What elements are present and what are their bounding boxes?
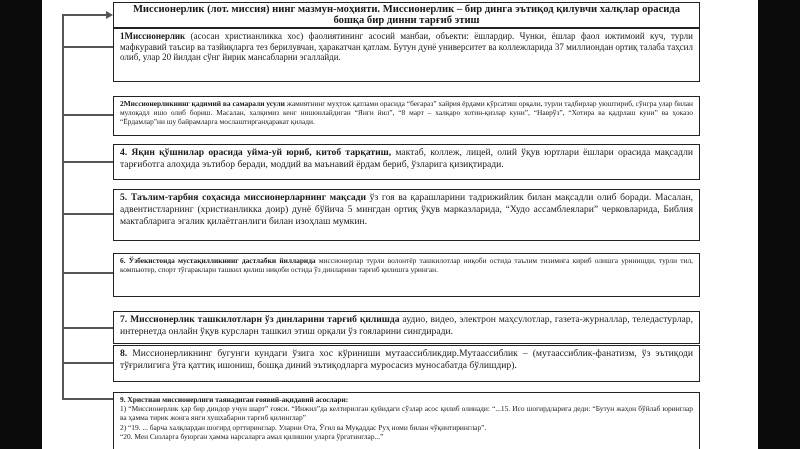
box-4-door-to-door [113,144,700,180]
box-6-lead: 6. Ўзбекистонда мустақилликнинг дастлабки йилларида [120,256,316,265]
box-6-text: миссионерлар турли волонтёр ташкилотлар ниқоби остида таълим тизимига кириб олишга уринишди, турли тил, компьютер, спорт тўгаракларн ташкил қилиш ниқоби остида ўз динларини тарғиб қилишга уринган. [120,256,693,275]
box-5-education [113,189,700,241]
box-8-text: Миссионерликнинг бугунги кундаги ўзига хос кўриниши мутаассибликдир.Мутаассиблик – (мутаассиблик-фанатизм, ўз эътиқоди тўғрилигига ўта қаттиқ ишониш, бошқа диний эътиқодларга муросасиз муносабатда бўлишдир). [120,348,693,371]
box-2-charity-method [113,96,700,136]
box-9-line-3: “20. Мен Сизларга буюрган ҳамма нарсаларга амал қилишни уларга ўргатинглар...” [120,431,384,441]
box-9-line-2: 2) “19. ... барча халқлардан шогирд орттиринглар. Уларни Ота, Ўғил ва Муқаддас Руҳ номи билан чўқинтиринглар”. [120,422,487,432]
box-1-youth-focus [113,28,700,82]
connector-branch-5 [62,213,113,215]
connector-branch-7 [62,327,113,329]
box-5-lead: 5. Таълим-тарбия соҳасида миссионерларнинг мақсади [120,192,367,203]
connector-branch-8 [62,362,113,364]
connector-branch-4 [62,161,113,163]
box-7-media [113,311,700,344]
box-8-fanaticism [113,345,700,382]
box-2-lead: 2Миссионерликнинг қадимий ва самарали усули [120,99,285,108]
box-2-text: жамиятнинг муҳтож қатлами орасида “беғараз” хайрия ёрдами кўрсатиш орқали, турли тадбирлар уюштириб, сўнгра улар билан мулоқадл ишо олиб бориш. Масалан, халқимиз кенг нишонлайдиган “Янги йил”, “8 март – халқаро хотин-қизлар куни”, “Наврўз”, “Хотира ва қадрлаш куни” ва ҳоказо “Ёрдамлар”ни шу байрамларга мослаштирганҳаракат қилади. [120,99,693,127]
diagram-title: Миссионерлик (лот. миссия) нинг мазмун-моҳияти. Миссионерлик – бир динга эътиқод қилувчи халқлар орасида бошқа бир динни тарғиб этиш [113,2,700,28]
box-1-lead: 1Миссионерлик [120,31,186,41]
box-9-lead: 9. Христиан миссионерлиги таянадиган ғоявий-ақидавий асослари: [120,395,349,404]
connector-branch-9 [62,398,113,400]
box-9-doctrinal-basis [113,392,700,449]
connector-branch-title [62,14,106,16]
connector-branch-1 [62,46,113,48]
box-5-text: ўз гоя ва қарашларини тадрижийлик билан мақсадли олиб боради. Масалан, адвентистларнинг (христианликка доир) дунё бўйича 5 мингдан ортиқ ўқув марказларида, “Худо ассамблеялари” черковларида, Библия мактабларига эгалик қилаётганлиги билан изоҳлаш мумкин. [120,192,693,227]
connector-branch-2 [62,114,113,116]
connector-branch-6 [62,272,113,274]
left-black-margin [0,0,42,449]
arrow-head [106,11,113,19]
box-9-line-1: 1) “Миссионерлик ҳар бир диндор учун шарт” ғояси. “Инжил”да келтирилган қуйидаги сўзлар асос қилиб олинади: “...15. Исо шогирдларига деди: “Бутун жаҳон бўйлаб юринглар ва ҳамма тирик жонга янги хушхабарни тарғиб қилинглар” [120,404,693,423]
box-4-lead: 4. Яқин қўшнилар орасида уйма-уй юриб, китоб тарқатиш, [120,147,392,158]
box-4-text: мактаб, коллеж, лицей, олий ўқув юртлари ёшлари орасида мақсадли тарғиботга алоҳида эътибор беради, моддий ва маънавий ёрдам бериб, ўзларига қизиқтиради. [120,147,693,170]
box-1-text: (асосан христианликка хос) фаолиятининг асосий манбаи, объекти: ёшлардир. Чунки, ёшлар фаол ижтимоий куч, турли мафкуравий таъсир ва тазйиқларга тез берилувчан, ҳаракатчан қатлам. Бутун дунё университет ва коллежларида 37 миллиондан ортиқ талаба таҳсил олиб, улар 20 йилдан сўнг йирик мансабларни эгаллайди. [120,31,693,63]
box-8-lead: 8. [120,348,128,359]
box-7-lead: 7. Миссионерлик ташкилотларн ўз динларини тарғиб қилишда [120,314,400,325]
box-7-text: аудио, видео, электрон маҳсулотлар, газета-журналлар, теледастурлар, интернетда онлайн ўқув курсларн ташкил этиш орқали ўз гояларини сингдиради. [120,314,693,337]
right-black-margin [758,0,800,449]
connector-spine [62,14,64,399]
box-6-uzbekistan [113,253,700,297]
